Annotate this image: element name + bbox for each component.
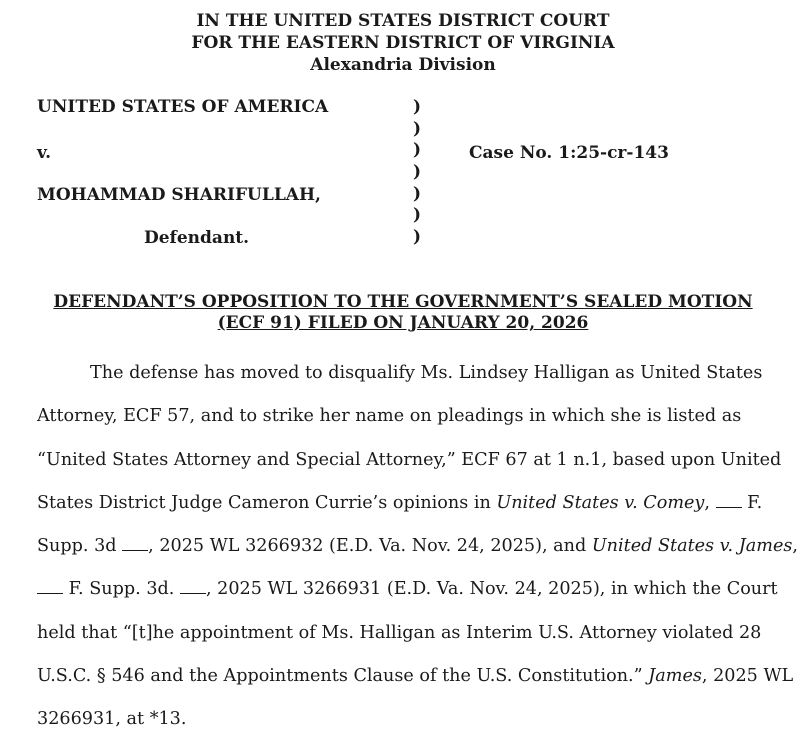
body-line: “United States Attorney and Special Attorney,” ECF 67 at 1 n.1, based upon United — [37, 449, 782, 470]
document-title-line-2: (ECF 91) FILED ON JANUARY 20, 2026 — [217, 313, 589, 333]
court-name-line-1: IN THE UNITED STATES DISTRICT COURT — [196, 11, 610, 31]
caption-paren: ) — [413, 140, 422, 161]
body-line: held that “[t]he appointment of Ms. Halligan as Interim U.S. Attorney violated 28 — [37, 622, 762, 643]
citation-blank — [716, 506, 742, 508]
case-number: Case No. 1:25-cr-143 — [469, 143, 669, 163]
caption-paren: ) — [413, 118, 422, 139]
caption-paren: ) — [413, 162, 422, 183]
text-run: , 2025 WL 3266932 (E.D. Va. Nov. 24, 2025), and — [148, 536, 587, 557]
text-run: Supp. 3d — [37, 536, 117, 557]
text-run: F. — [747, 492, 763, 513]
caption-defendant-label: Defendant. — [144, 228, 250, 248]
case-citation: United States v. Comey — [496, 492, 705, 513]
body-line: Attorney, ECF 57, and to strike her name on pleadings in which she is listed as — [37, 406, 742, 427]
text-run: , 2025 WL — [701, 666, 794, 687]
case-citation: James — [648, 666, 702, 687]
caption-paren: ) — [413, 227, 422, 248]
body-line — [37, 525, 798, 568]
body-line — [37, 482, 763, 525]
document-title — [0, 292, 806, 334]
caption-paren: ) — [413, 97, 422, 117]
caption-versus: v. — [37, 143, 52, 163]
citation-blank — [180, 592, 206, 594]
caption-plaintiff: UNITED STATES OF AMERICA — [37, 97, 329, 117]
text-run: , — [792, 536, 798, 557]
caption-paren: ) — [413, 183, 422, 204]
text-run: States District Judge Cameron Currie’s opinions in — [37, 492, 491, 513]
body-line: The defense has moved to disqualify Ms. Lindsey Halligan as United States — [90, 363, 763, 383]
body-line — [37, 568, 778, 611]
court-name-line-2: FOR THE EASTERN DISTRICT OF VIRGINIA — [191, 33, 615, 53]
text-run: , — [704, 492, 710, 513]
text-run: F. Supp. 3d. — [68, 579, 175, 600]
caption-paren: ) — [413, 205, 422, 226]
court-division: Alexandria Division — [310, 55, 496, 75]
body-line — [37, 655, 794, 698]
text-run: U.S.C. § 546 and the Appointments Clause of the U.S. Constitution.” — [37, 666, 643, 687]
citation-blank — [37, 592, 63, 594]
document-title-line-1: DEFENDANT’S OPPOSITION TO THE GOVERNMENT’S SEALED MOTION — [53, 292, 753, 312]
court-header — [0, 10, 806, 76]
body-line: 3266931, at *13. — [37, 709, 187, 730]
caption-paren-column — [413, 97, 421, 249]
citation-blank — [122, 549, 148, 551]
case-citation: United States v. James — [591, 536, 793, 557]
text-run: , 2025 WL 3266931 (E.D. Va. Nov. 24, 2025), in which the Court — [205, 579, 778, 600]
caption-defendant-name: MOHAMMAD SHARIFULLAH, — [37, 185, 321, 205]
body-paragraph — [37, 352, 798, 742]
